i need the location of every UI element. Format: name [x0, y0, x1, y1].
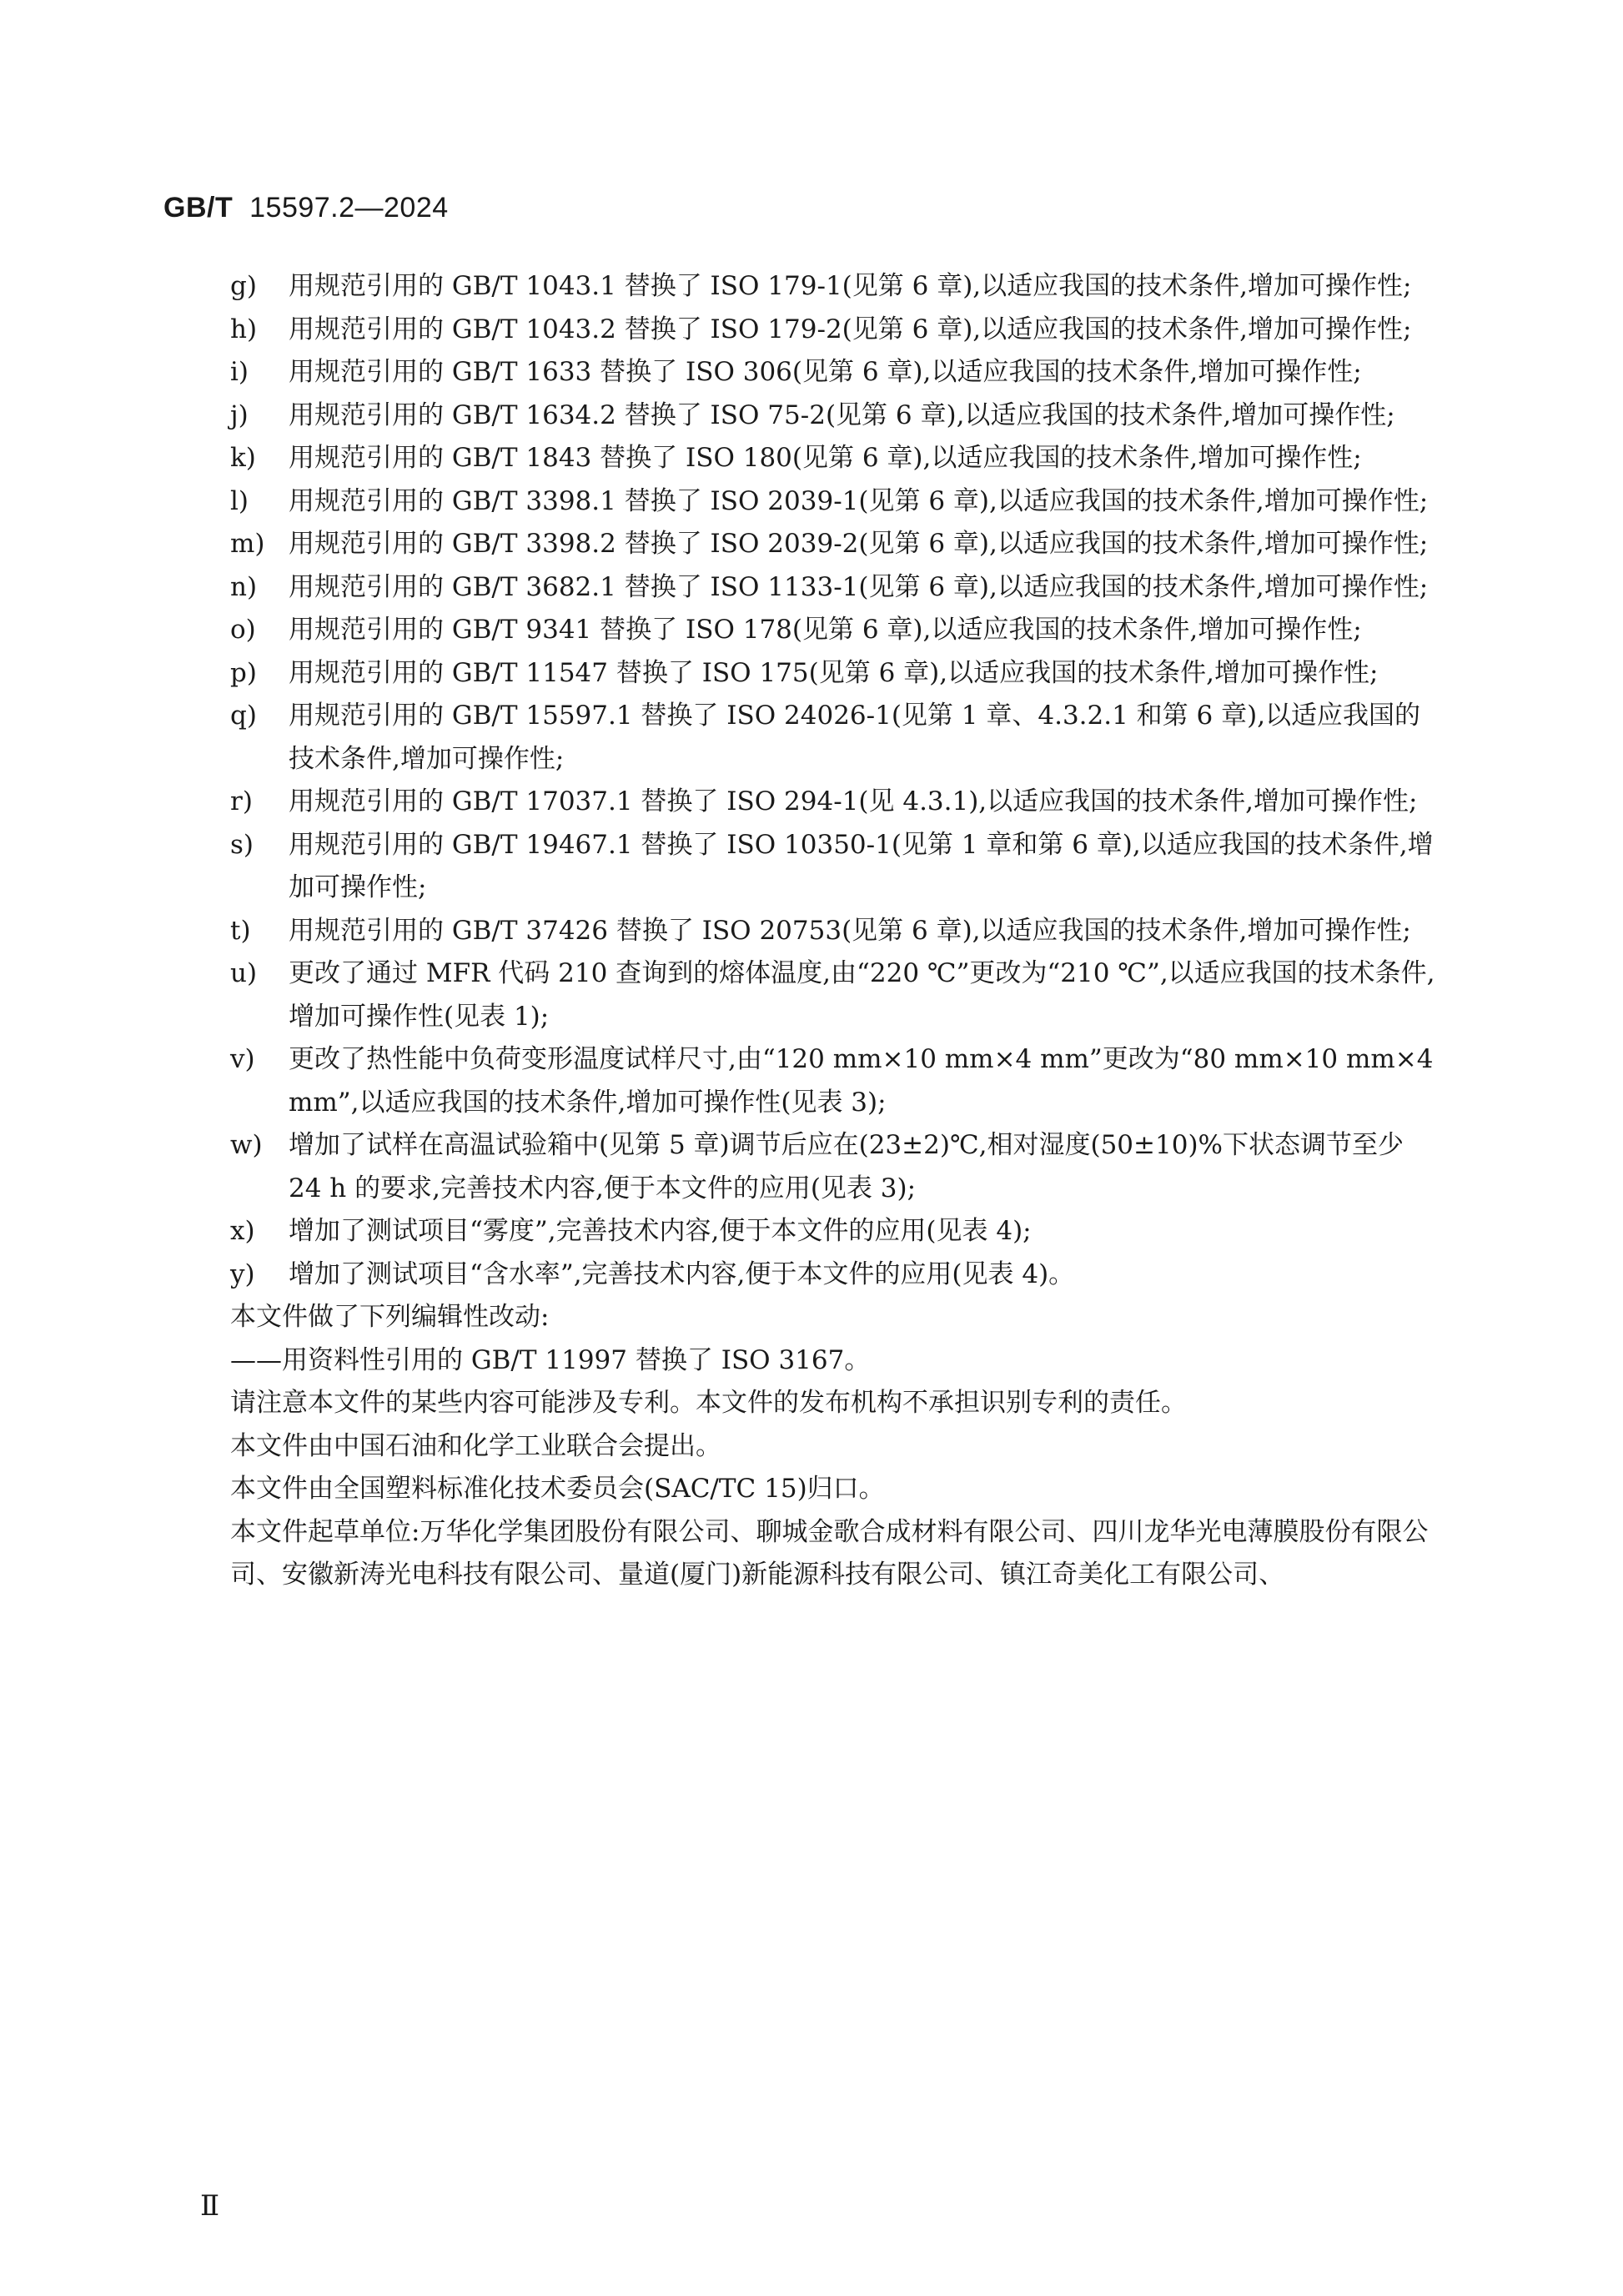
list-item-text: 用规范引用的 GB/T 17037.1 替换了 ISO 294-1(见 4.3.1),以适应我国的技术条件,增加可操作性;: [289, 786, 1418, 816]
list-item: [230, 1254, 1444, 1297]
list-item-label: u): [230, 958, 258, 988]
list-item-text: 更改了热性能中负荷变形温度试样尺寸,由“120 mm×10 mm×4 mm”更改为“80 mm×10 mm×4 mm”,以适应我国的技术条件,增加可操作性(见表 3);: [289, 1044, 1434, 1118]
list-item-text: 用规范引用的 GB/T 3398.2 替换了 ISO 2039-2(见第 6 章),以适应我国的技术条件,增加可操作性;: [289, 529, 1429, 559]
list-item-text: 更改了通过 MFR 代码 210 查询到的熔体温度,由“220 ℃”更改为“210 ℃”,以适应我国的技术条件,增加可操作性(见表 1);: [289, 958, 1435, 1032]
list-item-label: q): [230, 701, 257, 731]
page-number: Ⅱ: [200, 2189, 220, 2223]
list-item-text: 用规范引用的 GB/T 9341 替换了 ISO 178(见第 6 章),以适应我国的技术条件,增加可操作性;: [289, 615, 1362, 645]
list-item-text: 用规范引用的 GB/T 15597.1 替换了 ISO 24026-1(见第 1 章、4.3.2.1 和第 6 章),以适应我国的技术条件,增加可操作性;: [289, 701, 1421, 774]
list-item-label: p): [230, 657, 257, 688]
drafters: 本文件起草单位:万华化学集团股份有限公司、聊城金歌合成材料有限公司、四川龙华光电薄膜股份有限公司、安徽新涛光电科技有限公司、量道(厦门)新能源科技有限公司、镇江奇美化工有限公司、: [230, 1516, 1429, 1590]
document-body: [230, 265, 1444, 1597]
list-item-text: 用规范引用的 GB/T 1043.1 替换了 ISO 179-1(见第 6 章),以适应我国的技术条件,增加可操作性;: [289, 271, 1412, 301]
list-item-label: k): [230, 443, 256, 473]
list-item-text: 用规范引用的 GB/T 1634.2 替换了 ISO 75-2(见第 6 章),以适应我国的技术条件,增加可操作性;: [289, 399, 1395, 430]
list-item-text: 用规范引用的 GB/T 37426 替换了 ISO 20753(见第 6 章),以适应我国的技术条件,增加可操作性;: [289, 915, 1411, 946]
list-item-text: 用规范引用的 GB/T 3398.1 替换了 ISO 2039-1(见第 6 章),以适应我国的技术条件,增加可操作性;: [289, 485, 1429, 516]
proposed-by: 本文件由中国石油和化学工业联合会提出。: [230, 1430, 721, 1461]
list-item-label: v): [230, 1044, 255, 1074]
list-item-text: 用规范引用的 GB/T 11547 替换了 ISO 175(见第 6 章),以适应我国的技术条件,增加可操作性;: [289, 657, 1379, 688]
list-item: [230, 1210, 1444, 1254]
list-item-text: 增加了测试项目“含水率”,完善技术内容,便于本文件的应用(见表 4)。: [289, 1259, 1075, 1289]
list-item-label: w): [230, 1130, 263, 1160]
document-header: [163, 192, 449, 224]
list-item: [230, 824, 1444, 910]
list-item: [230, 480, 1444, 524]
list-item-label: j): [230, 399, 249, 430]
list-item: [230, 652, 1444, 696]
list-item-text: 用规范引用的 GB/T 1843 替换了 ISO 180(见第 6 章),以适应我国的技术条件,增加可操作性;: [289, 443, 1362, 473]
editorial-intro: 本文件做了下列编辑性改动:: [230, 1302, 550, 1332]
list-item-text: 增加了测试项目“雾度”,完善技术内容,便于本文件的应用(见表 4);: [289, 1216, 1032, 1246]
list-item: [230, 265, 1444, 309]
list-item-label: o): [230, 615, 256, 645]
list-item-label: i): [230, 357, 249, 387]
list-item-text: 用规范引用的 GB/T 19467.1 替换了 ISO 10350-1(见第 1 章和第 6 章),以适应我国的技术条件,增加可操作性;: [289, 829, 1434, 902]
list-item-label: t): [230, 915, 251, 946]
list-item: [230, 566, 1444, 610]
list-item: [230, 910, 1444, 953]
list-item-text: 用规范引用的 GB/T 3682.1 替换了 ISO 1133-1(见第 6 章),以适应我国的技术条件,增加可操作性;: [289, 571, 1429, 602]
list-item-label: l): [230, 485, 249, 516]
managed-by: 本文件由全国塑料标准化技术委员会(SAC/TC 15)归口。: [230, 1474, 885, 1504]
list-item-text: 增加了试样在高温试验箱中(见第 5 章)调节后应在(23±2)℃,相对湿度(50±10)%下状态调节至少 24 h 的要求,完善技术内容,便于本文件的应用(见表 3);: [289, 1130, 1404, 1203]
list-item-label: r): [230, 786, 253, 816]
list-item: [230, 351, 1444, 394]
list-item: [230, 952, 1444, 1038]
list-item: [230, 1038, 1444, 1124]
list-item: [230, 1124, 1444, 1210]
list-item-label: g): [230, 271, 257, 301]
list-item-label: s): [230, 829, 254, 860]
standard-code: GB/T: [163, 192, 234, 224]
change-list: [230, 265, 1444, 1296]
list-item: [230, 523, 1444, 566]
list-item-label: y): [230, 1259, 255, 1289]
list-item-label: h): [230, 314, 258, 344]
list-item: [230, 309, 1444, 352]
list-item-text: 用规范引用的 GB/T 1043.2 替换了 ISO 179-2(见第 6 章),以适应我国的技术条件,增加可操作性;: [289, 314, 1412, 344]
list-item-label: x): [230, 1216, 255, 1246]
list-item-label: n): [230, 571, 258, 602]
list-item-text: 用规范引用的 GB/T 1633 替换了 ISO 306(见第 6 章),以适应我国的技术条件,增加可操作性;: [289, 357, 1362, 387]
list-item: [230, 609, 1444, 652]
list-item: [230, 695, 1444, 781]
list-item: [230, 781, 1444, 824]
standard-number: 15597.2—2024: [249, 192, 449, 224]
editorial-item: ——用资料性引用的 GB/T 11997 替换了 ISO 3167。: [230, 1344, 871, 1375]
list-item: [230, 394, 1444, 438]
list-item: [230, 437, 1444, 480]
patent-note: 请注意本文件的某些内容可能涉及专利。本文件的发布机构不承担识别专利的责任。: [230, 1388, 1187, 1418]
list-item-label: m): [230, 529, 265, 559]
